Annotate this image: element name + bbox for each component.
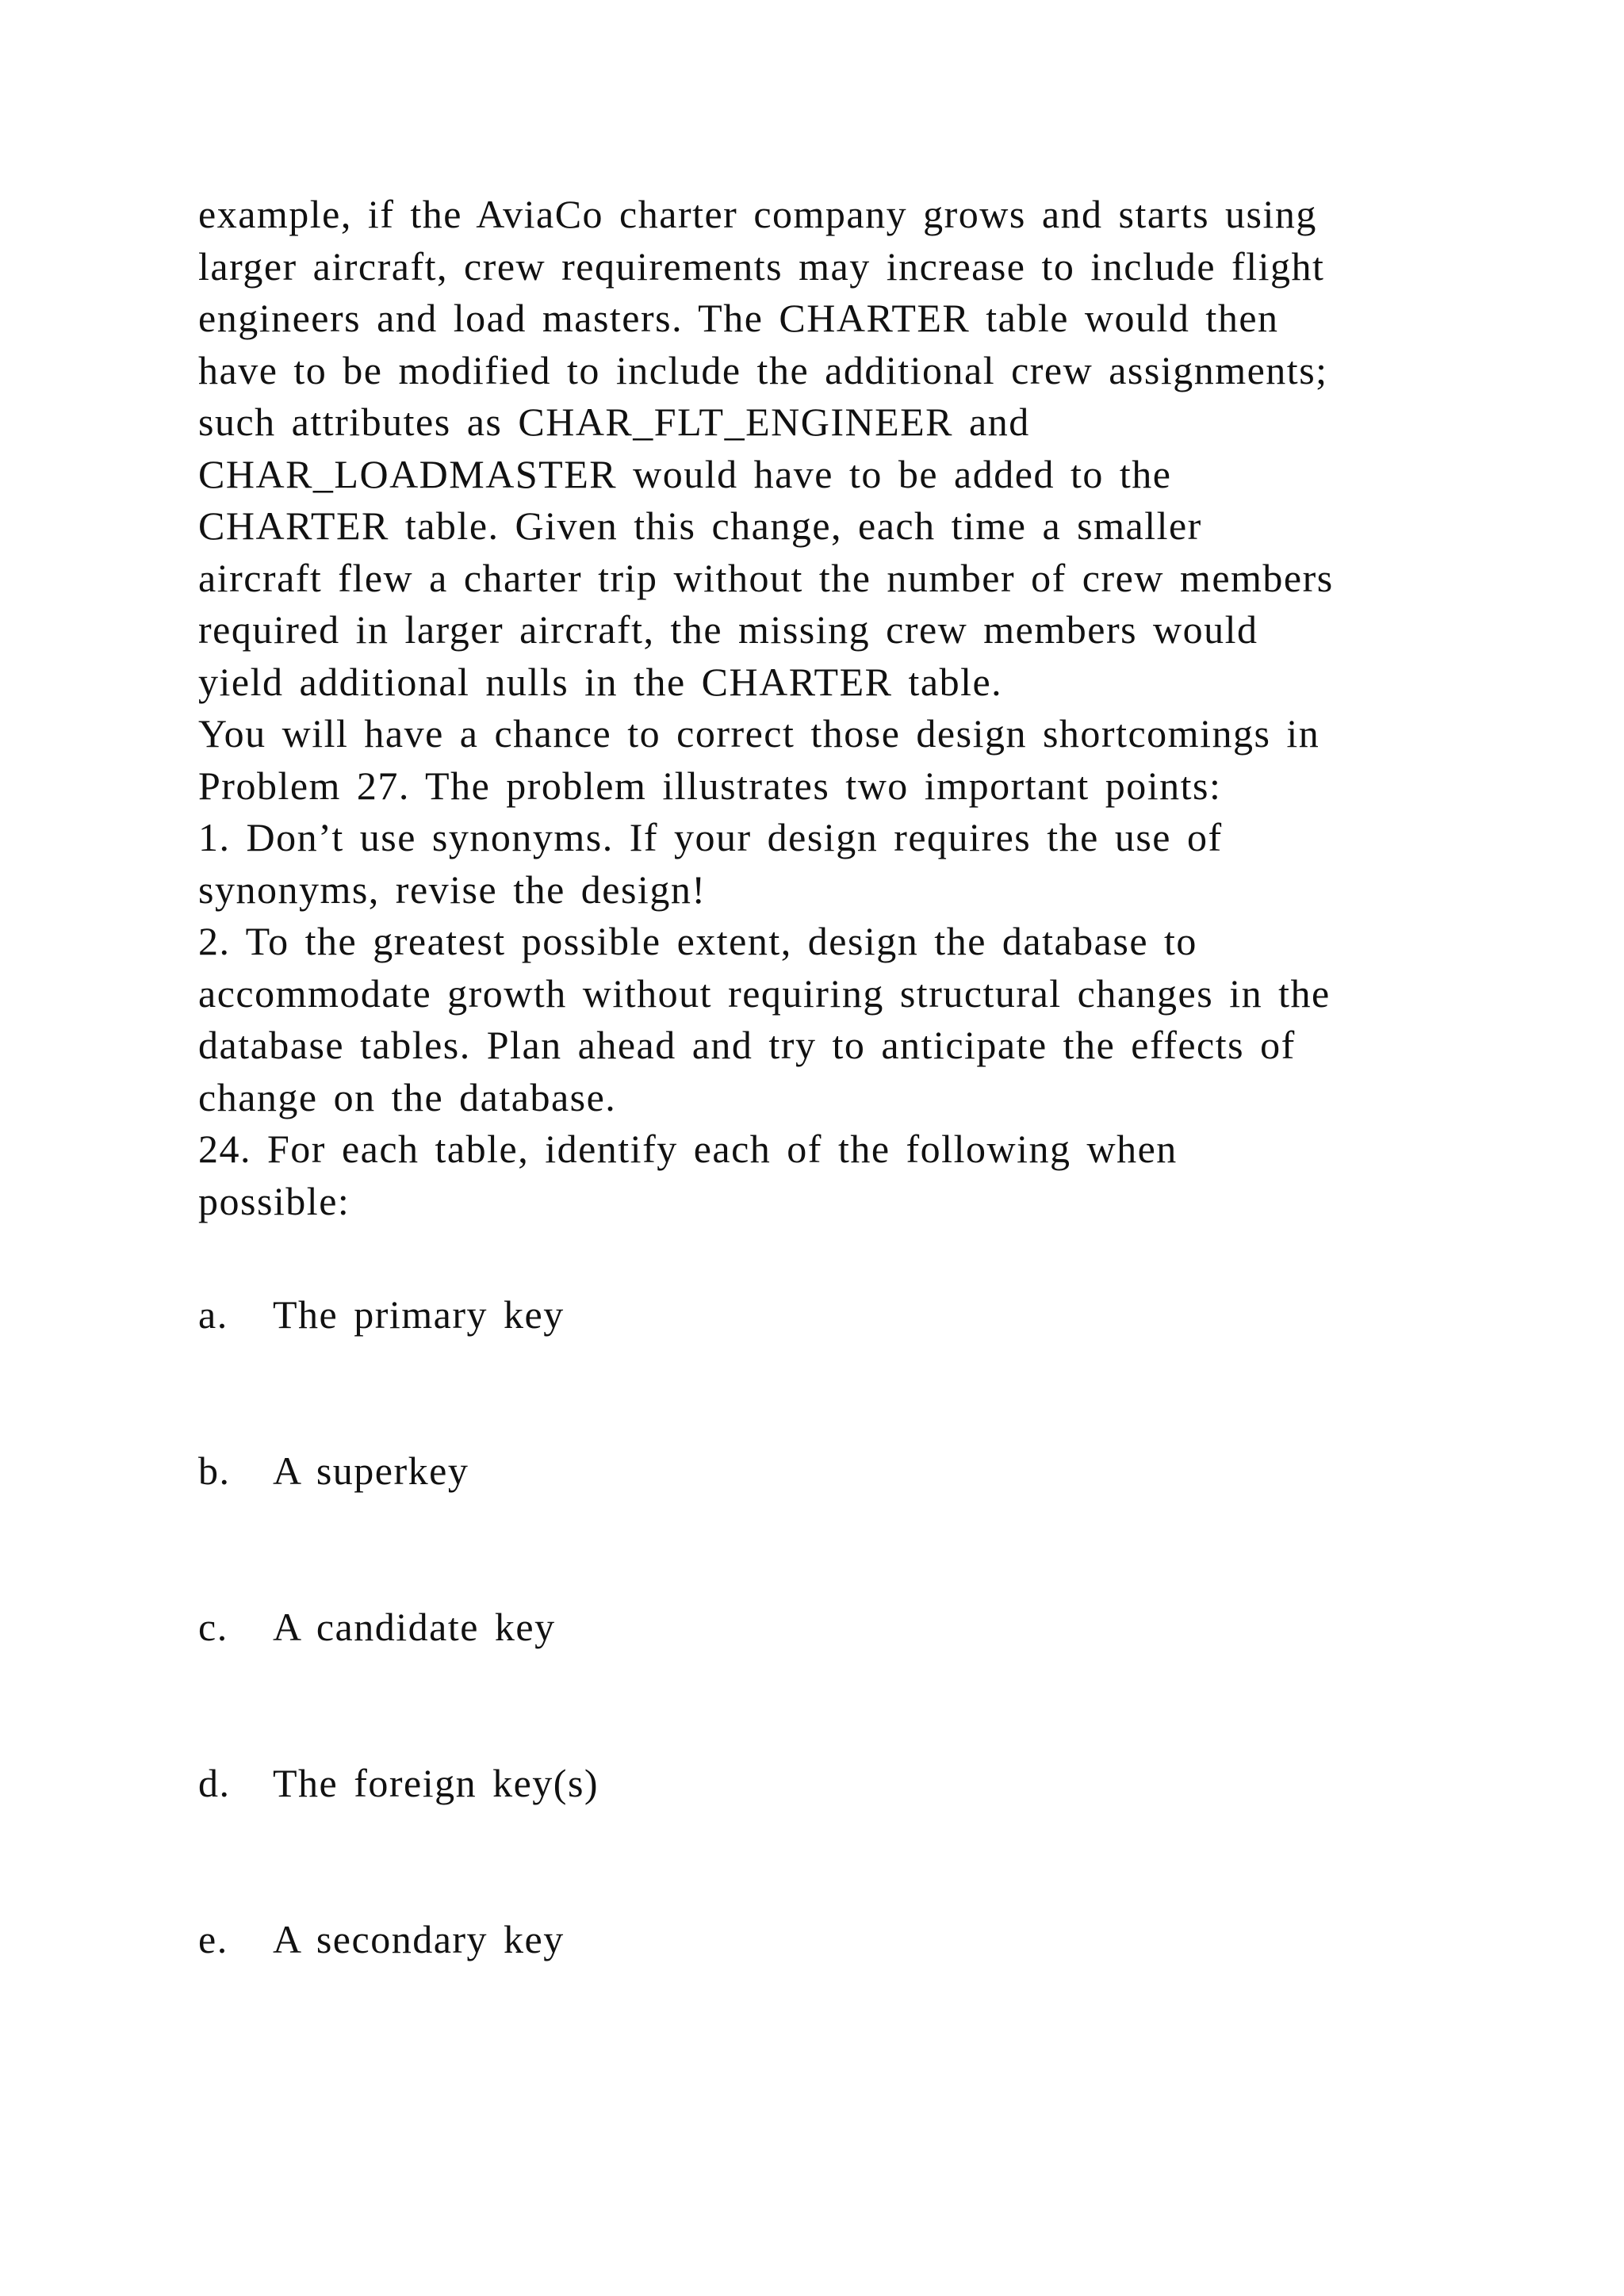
option-superkey: [198, 1445, 599, 1601]
option-text: A candidate key: [273, 1605, 556, 1649]
text-line: You will have a chance to correct those design shortcomings in: [198, 711, 1320, 756]
option-text: The foreign key(s): [273, 1761, 599, 1805]
text-line: 1. Don’t use synonyms. If your design requires the use of: [198, 815, 1223, 859]
text-line: larger aircraft, crew requirements may increase to include flight: [198, 243, 1325, 289]
answer-options-list: [198, 1289, 599, 2070]
text-line: engineers and load masters. The CHARTER table would then: [198, 296, 1279, 340]
text-line: have to be modified to include the additional crew assignments;: [198, 347, 1328, 392]
option-letter: c.: [198, 1605, 228, 1649]
option-letter: e.: [198, 1917, 228, 1961]
option-letter: d.: [198, 1761, 231, 1805]
text-line: 2. To the greatest possible extent, design the database to: [198, 919, 1197, 963]
text-line: change on the database.: [198, 1074, 617, 1119]
text-line: Problem 27. The problem illustrates two important points:: [198, 763, 1222, 808]
text-line: CHARTER table. Given this change, each time a smaller: [198, 503, 1202, 548]
text-line: yield additional nulls in the CHARTER table.: [198, 659, 1003, 704]
option-primary-key: [198, 1289, 599, 1445]
text-line: example, if the AviaCo charter company grows and starts using: [198, 192, 1317, 236]
question-line: possible:: [198, 1178, 350, 1223]
text-line: accommodate growth without requiring structural changes in the: [198, 970, 1331, 1016]
text-line: synonyms, revise the design!: [198, 867, 707, 912]
body-paragraph: [198, 189, 1435, 1227]
option-text: A superkey: [273, 1448, 469, 1493]
text-line: aircraft flew a charter trip without the number of crew members: [198, 555, 1334, 600]
option-candidate-key: [198, 1601, 599, 1758]
option-text: A secondary key: [273, 1917, 565, 1961]
option-text: The primary key: [273, 1292, 565, 1337]
text-line: database tables. Plan ahead and try to anticipate the effects of: [198, 1023, 1296, 1067]
option-secondary-key: [198, 1914, 599, 2070]
question-line: 24. For each table, identify each of the following when: [198, 1127, 1178, 1171]
option-foreign-keys: [198, 1758, 599, 1914]
text-line: CHAR_LOADMASTER would have to be added to the: [198, 451, 1172, 496]
option-letter: a.: [198, 1292, 228, 1337]
text-line: required in larger aircraft, the missing crew members would: [198, 607, 1258, 652]
text-line: such attributes as CHAR_FLT_ENGINEER and: [198, 400, 1030, 444]
option-letter: b.: [198, 1448, 231, 1493]
